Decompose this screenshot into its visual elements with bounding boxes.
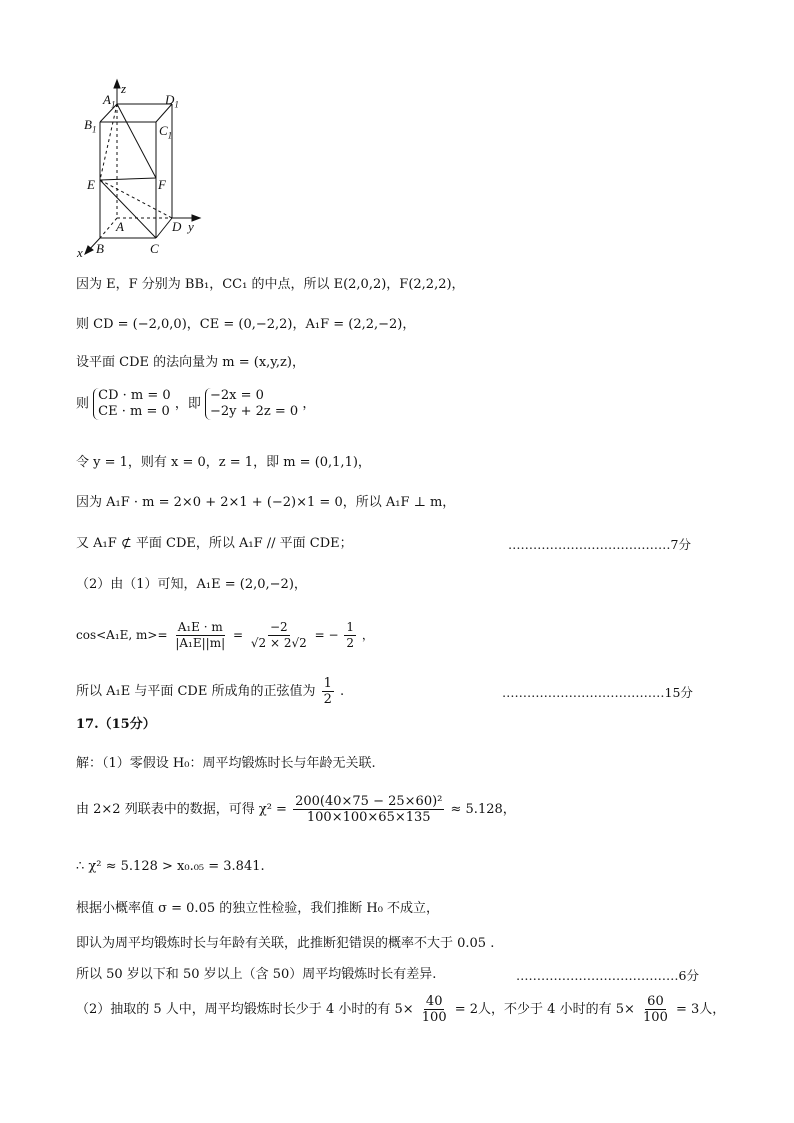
line-part2: （2）由（1）可知，A₁E = (2,0,−2)， — [76, 577, 307, 592]
line-parallel: 又 A₁F ⊄ 平面 CDE，所以 A₁F // 平面 CDE； — [76, 536, 353, 551]
system-right: −2x = 0 −2y + 2z = 0 — [205, 388, 298, 420]
score-15: …………………………………15分 — [502, 685, 693, 700]
axis-z-label: z — [121, 81, 127, 96]
line-dot-product: 因为 A₁F · m = 2×0 + 2×1 + (−2)×1 = 0，所以 A₁F ⊥ m， — [76, 495, 456, 510]
line-vectors: 则 CD = (−2,0,0)，CE = (0,−2,2)，A₁F = (2,2,−2)， — [76, 317, 416, 332]
system-left: CD · m = 0 CE · m = 0 — [93, 388, 171, 420]
vertex-d-label: D — [172, 219, 182, 234]
vertex-a-label: A — [116, 219, 124, 234]
vertex-b1-label: $B_1$ — [84, 117, 97, 135]
axis-x-label: x — [77, 245, 83, 260]
vertex-b-label: B — [96, 241, 104, 256]
line-difference: 所以 50 岁以下和 50 岁以上（含 50）周平均锻炼时长有差异. — [76, 967, 437, 982]
line-sine-result: 所以 A₁E 与平面 CDE 所成角的正弦值为 $\frac{1}{2}$ . — [76, 676, 345, 707]
line-cosine: cos<A₁E, m>= $\frac{\text{A₁E · m}}{\text{|A₁E||m|}}$ = $\frac{-2}{√2 \times 2√2}$ = − $\frac{1}{2}$ ， — [76, 620, 374, 650]
line-system: 则 CD · m = 0 CE · m = 0 ，即 −2x = 0 −2y + 2z = 0 ， — [76, 388, 316, 419]
line-null-hypothesis: 解：（1）零假设 H₀：周平均锻炼时长与年龄无关联. — [76, 756, 376, 771]
vertex-d1-label: $D_1$ — [165, 92, 179, 110]
line-chi-square: 由 2×2 列联表中的数据，可得 χ² = $\frac{\text{200(40×75 − 25×60)²}}{100\times 100\times 65\times 135}$ ≈ 5.128， — [76, 794, 516, 825]
line-midpoints: 因为 E，F 分别为 BB₁，CC₁ 的中点，所以 E(2,0,2)，F(2,2,2)， — [76, 277, 465, 292]
line-let-y: 令 y = 1，则有 x = 0，z = 1，即 m = (0,1,1)， — [76, 455, 371, 470]
line-sampling: （2）抽取的 5 人中，周平均锻炼时长少于 4 小时的有 5× $\frac{40}{100}$ = 2人，不少于 4 小时的有 5× $\frac{60}{100}$ = 3人， — [76, 994, 726, 1025]
line-reject-h0: 根据小概率值 σ = 0.05 的独立性检验，我们推断 H₀ 不成立， — [76, 901, 440, 916]
vertex-c1-label: $C_1$ — [159, 123, 173, 141]
score-7: …………………………………7分 — [508, 537, 691, 552]
line-normal-vector: 设平面 CDE 的法向量为 m = (x,y,z)， — [76, 355, 305, 370]
question-17-heading: 17.（15分） — [76, 717, 156, 732]
axis-y-label: y — [188, 219, 194, 234]
vertex-a1-label: $A_1$ — [103, 92, 116, 110]
vertex-c-label: C — [150, 241, 159, 256]
line-chi-compare: ∴ χ² ≈ 5.128 > x₀.₀₅ = 3.841. — [76, 859, 265, 874]
vertex-f-label: F — [158, 177, 166, 192]
vertex-e-label: E — [87, 177, 95, 192]
score-6: …………………………………6分 — [516, 968, 699, 983]
line-conclusion: 即认为周平均锻炼时长与年龄有关联，此推断犯错误的概率不大于 0.05 . — [76, 936, 495, 951]
